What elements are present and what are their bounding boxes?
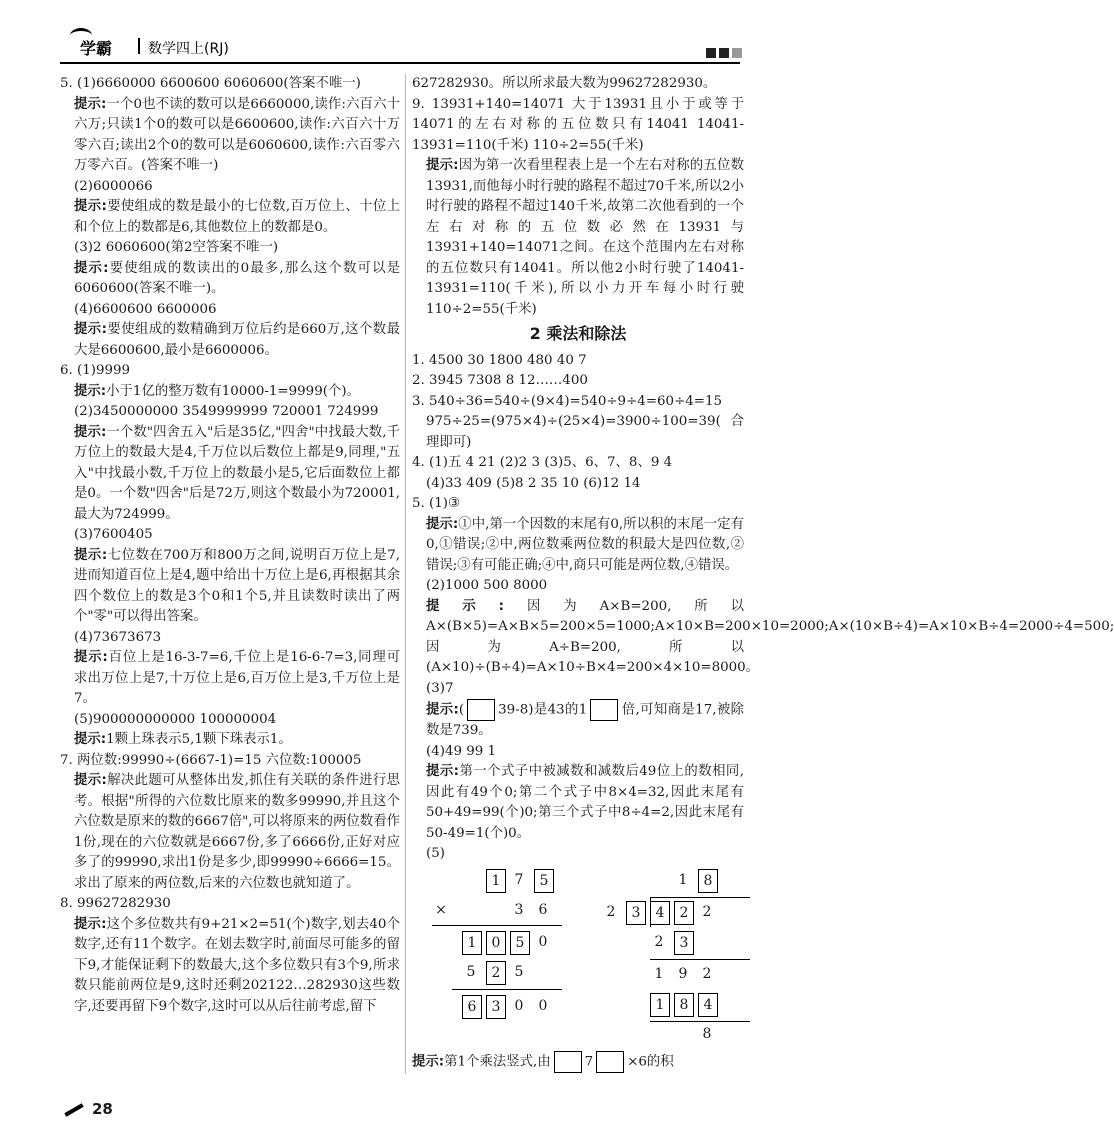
digit: 8 xyxy=(702,1025,712,1042)
hint-text: 第一个式子中被减数和减数后49位上的数相同,因此有49个0;第二个式子中8×4=32,因此末尾有50+49=99(个)0;第三个式子中8÷4=2,因此末尾有50-49=1(个)0。 xyxy=(426,764,745,841)
hint-label: 提示: xyxy=(74,732,107,747)
rule-line xyxy=(432,925,562,926)
answer-line: (5)900000000000 100000004 xyxy=(74,711,277,727)
hint-paragraph xyxy=(60,730,400,751)
hint-label: 提示: xyxy=(426,764,460,779)
hint-paragraph xyxy=(60,648,400,710)
hint-text: 小于1亿的整万数有10000-1=9999(个)。 xyxy=(106,383,360,399)
hint-label: 提示: xyxy=(74,260,109,276)
hint-text: 因为第一次看里程表上是一个左右对称的五位数13931,而他每小时行驶的路程不超过70千米,所以2小时行驶的路程不超过140千米,故第二次他看到的一个左右对称的五位数必然在13931与13931+140=14071之间。在这个范围内左右对称的五位数只有14041。所以他2小时行驶了14041-13931=110(千米),所以小力开车每小时行驶110÷2=55(千米) xyxy=(426,158,744,317)
answer-item: 4. (1)五 4 21 (2)2 3 (3)5、6、7、8、9 4 xyxy=(412,455,673,470)
answer-line: (2)6000066 xyxy=(74,178,153,194)
digit-box: 2 xyxy=(486,961,506,985)
hint-text: 百位上是16-3-7=6,千位上是16-6-7=3,同理可求出万位上是7,十万位上是6,百万位上是3,千万位上是7。 xyxy=(74,650,400,706)
digit-box: 3 xyxy=(486,995,506,1019)
right-column xyxy=(412,74,1114,1073)
digit-box: 1 xyxy=(486,869,506,893)
hint-text: 这个多位数共有9+21×2=51(个)数字,划去40个数字,还有11个数字。在划去数字时,前面尽可能多的留下9,才能保证剩下的数最大,这个多位数只有3个9,所求数只能前两位是9,这时还剩202122…282930这些数字,还要再留下9个数字,这时可以从后往前考虑,留下 xyxy=(74,916,400,1014)
answer-line: (4)49 99 1 xyxy=(426,743,497,759)
hint-label: 提示: xyxy=(74,547,108,563)
digit: 9 xyxy=(678,965,688,982)
answer-item: 7. 两位数:99990÷(6667-1)=15 六位数:100005 xyxy=(60,752,362,768)
answer-line: 975÷25=(975×4)÷(25×4)=3900÷100=39(合理即可) xyxy=(426,414,744,450)
hint-paragraph xyxy=(60,320,400,361)
digit: 3 xyxy=(514,901,524,918)
hint-label: 提示: xyxy=(74,383,107,399)
hint-label: 提示: xyxy=(74,773,107,788)
answer-item: 5. (1)③ xyxy=(412,496,461,511)
hint-label: 提示: xyxy=(74,199,107,214)
answer-line: (2)1000 500 8000 xyxy=(426,578,548,593)
hint-text: 因为A×B=200,所以A×(B×5)=A×B×5=200×5=1000;A×10×B=200×10=2000;A×(10×B÷4)=A×10×B÷4=2000÷4=500;因为A÷B=200,所以(A×10)÷(B÷4)=A×10÷B×4=200×4×10=8000。 xyxy=(426,598,1114,675)
header-rule xyxy=(60,62,740,64)
hint-label: 提示: xyxy=(426,516,459,532)
digit-box: 8 xyxy=(674,993,694,1017)
answer-line: 627282930。所以所求最大数为99627282930。 xyxy=(412,76,717,91)
hint-text: 七位数在700万和800万之间,说明百万位上是7,进而知道百位上是4,题中给出十万位上是6,再根据其余四个数位上的数是3个0和1个5,并且读数时读出了两个"零"可以得出答案。 xyxy=(74,547,400,624)
hint-text: 要使组成的数精确到万位后约是660万,这个数最大是6600600,最小是6600006。 xyxy=(74,322,400,358)
answer-line: (4)6600600 6600006 xyxy=(74,301,217,317)
digit-box: 2 xyxy=(674,901,694,925)
rule-line xyxy=(650,897,750,898)
hint-paragraph xyxy=(60,771,400,894)
brand-logo: 学霸 xyxy=(80,39,113,58)
hint-paragraph xyxy=(60,915,400,1018)
hint-paragraph xyxy=(60,382,400,403)
left-column xyxy=(60,74,400,1017)
hint-label: 提示: xyxy=(74,96,107,112)
answer-item: 9. 13931+140=14071 大于13931且小于或等于14071的左右对称的五位数只有14041 14041-13931=110(千米) 110÷2=55(千米) xyxy=(412,96,744,153)
pencil-icon xyxy=(64,1103,83,1116)
hint-text: ①中,第一个因数的末尾有0,所以积的末尾一定有0,①错误;②中,两位数乘两位数的积最大是四位数,②错误;③有可能正确;④中,商只可能是两位数,④错误。 xyxy=(426,516,745,573)
subject-title: 数学四上(RJ) xyxy=(148,41,229,57)
digit-box: 5 xyxy=(534,869,554,893)
answer-line: (4)73673673 xyxy=(74,629,162,645)
digit: 5 xyxy=(514,963,524,980)
answer-item: 3. 540÷36=540÷(9×4)=540÷9÷4=60÷4=15 xyxy=(412,393,723,409)
digit: 5 xyxy=(466,963,476,980)
answer-item: 6. (1)9999 xyxy=(60,363,131,378)
answer-line: (3)7 xyxy=(426,680,454,696)
blank-box xyxy=(467,699,495,721)
hint-paragraph xyxy=(412,156,744,320)
hint-paragraph xyxy=(412,597,1114,679)
digit: 2 xyxy=(654,933,664,950)
digit: 1 xyxy=(654,965,664,982)
rule-line xyxy=(452,989,562,990)
answer-item: 1. 4500 30 1800 480 40 7 xyxy=(412,352,587,368)
digit-box: 0 xyxy=(486,931,506,955)
hint-text: 一个数"四舍五入"后是35亿,"四舍"中找最大数,千万位上的数最大是4,千万位以后数位上都是9,同理,"五入"中找最小数,千万位上的数最小是5,它后面数位上都是0。一个数"四舍"后是72万,则这个数最小为720001,最大为724999。 xyxy=(74,424,400,522)
answer-item: 2. 3945 7308 8 12……400 xyxy=(412,373,588,388)
hint-paragraph xyxy=(412,762,744,844)
digit: 1 xyxy=(678,871,688,888)
hint-text: 解决此题可从整体出发,抓住有关联的条件进行思考。根据"所得的六位数比原来的数多99990,并且这个六位数是原来的数的6667倍",可以将原来的两位数看作1份,现在的六位数就是6667份,多了6666份,正好对应多了的99990,求出1份是多少,即99990÷6666=15。求出了原来的两位数,后来的六位数也就知道了。 xyxy=(74,773,400,891)
digit: 2 xyxy=(702,965,712,982)
section-title: 2 乘法和除法 xyxy=(529,324,627,343)
rule-line xyxy=(650,959,750,960)
column-divider xyxy=(405,74,406,1074)
digit: 0 xyxy=(514,997,524,1014)
hint-label: 提示: xyxy=(426,598,505,614)
blank-box xyxy=(596,1051,624,1073)
page-header xyxy=(0,0,800,70)
answer-item: 5. (1)6660000 6600600 6060600(答案不唯一) xyxy=(60,76,361,91)
header-squares xyxy=(706,48,742,58)
hint-label: 提示: xyxy=(74,322,107,337)
digit-box: 8 xyxy=(698,869,718,893)
blank-box xyxy=(590,699,618,721)
digit-box: 1 xyxy=(650,993,670,1017)
page-number: 28 xyxy=(92,1100,113,1118)
digit-box: 5 xyxy=(510,931,530,955)
rule-line xyxy=(650,1021,750,1022)
digit-box: 3 xyxy=(626,901,646,925)
digit: × xyxy=(435,901,447,918)
hint-text: 要使组成的数读出的0最多,那么这个数可以是6060600(答案不唯一)。 xyxy=(74,260,401,296)
header-separator xyxy=(138,38,140,54)
hint-paragraph xyxy=(60,423,400,526)
hint-paragraph xyxy=(60,95,400,177)
hint-paragraph xyxy=(60,259,400,300)
digit: 2 xyxy=(606,903,616,920)
digit-box: 6 xyxy=(462,995,482,1019)
answer-line: (3)2 6060600(第2空答案不唯一) xyxy=(74,240,279,255)
answer-line: (3)7600405 xyxy=(74,527,153,542)
digit: 0 xyxy=(538,933,548,950)
hint-label: 提示: xyxy=(74,916,107,932)
answer-item: 8. 99627282930 xyxy=(60,896,171,911)
hint-paragraph xyxy=(412,515,744,577)
hint-text: 要使组成的数是最小的七位数,百万位上、十位上和个位上的数都是6,其他数位上的数都是0。 xyxy=(74,199,400,235)
last-hint-line: 提示:第1个乘法竖式,由 7 ×6的积 xyxy=(412,1051,744,1073)
hint-paragraph xyxy=(60,197,400,238)
digit: 7 xyxy=(514,871,524,888)
digit-box: 3 xyxy=(674,931,694,955)
hint-paragraph xyxy=(60,546,400,628)
hint-label: 提示: xyxy=(426,158,459,173)
box-hint-line: 提示:( 39-8)是43的1 倍,可知商是17,被除数是739。 xyxy=(412,699,744,742)
digit: 2 xyxy=(702,903,712,920)
digit-box: 4 xyxy=(698,993,718,1017)
blank-box xyxy=(554,1051,582,1073)
vertical-calculations xyxy=(412,869,744,1049)
digit-box: 4 xyxy=(650,901,670,925)
hint-label: 提示: xyxy=(74,650,108,665)
digit: 6 xyxy=(538,901,548,918)
page-footer xyxy=(64,1100,113,1118)
answer-line: (2)3450000000 3549999999 720001 724999 xyxy=(74,404,379,419)
digit: 0 xyxy=(538,997,548,1014)
digit-box: 1 xyxy=(462,931,482,955)
hint-text: 1颗上珠表示5,1颗下珠表示1。 xyxy=(106,732,292,747)
hint-label: 提示: xyxy=(74,424,107,440)
answer-line: (4)33 409 (5)8 2 35 10 (6)12 14 xyxy=(426,475,641,491)
answer-line: (5) xyxy=(426,846,445,861)
hint-text: 一个0也不读的数可以是6660000,读作:六百六十六万;只读1个0的数可以是6600600,读作:六百六十万零六百;读出2个0的数可以是6060600,读作:六百零六万零六百。(答案不唯一) xyxy=(74,96,400,173)
